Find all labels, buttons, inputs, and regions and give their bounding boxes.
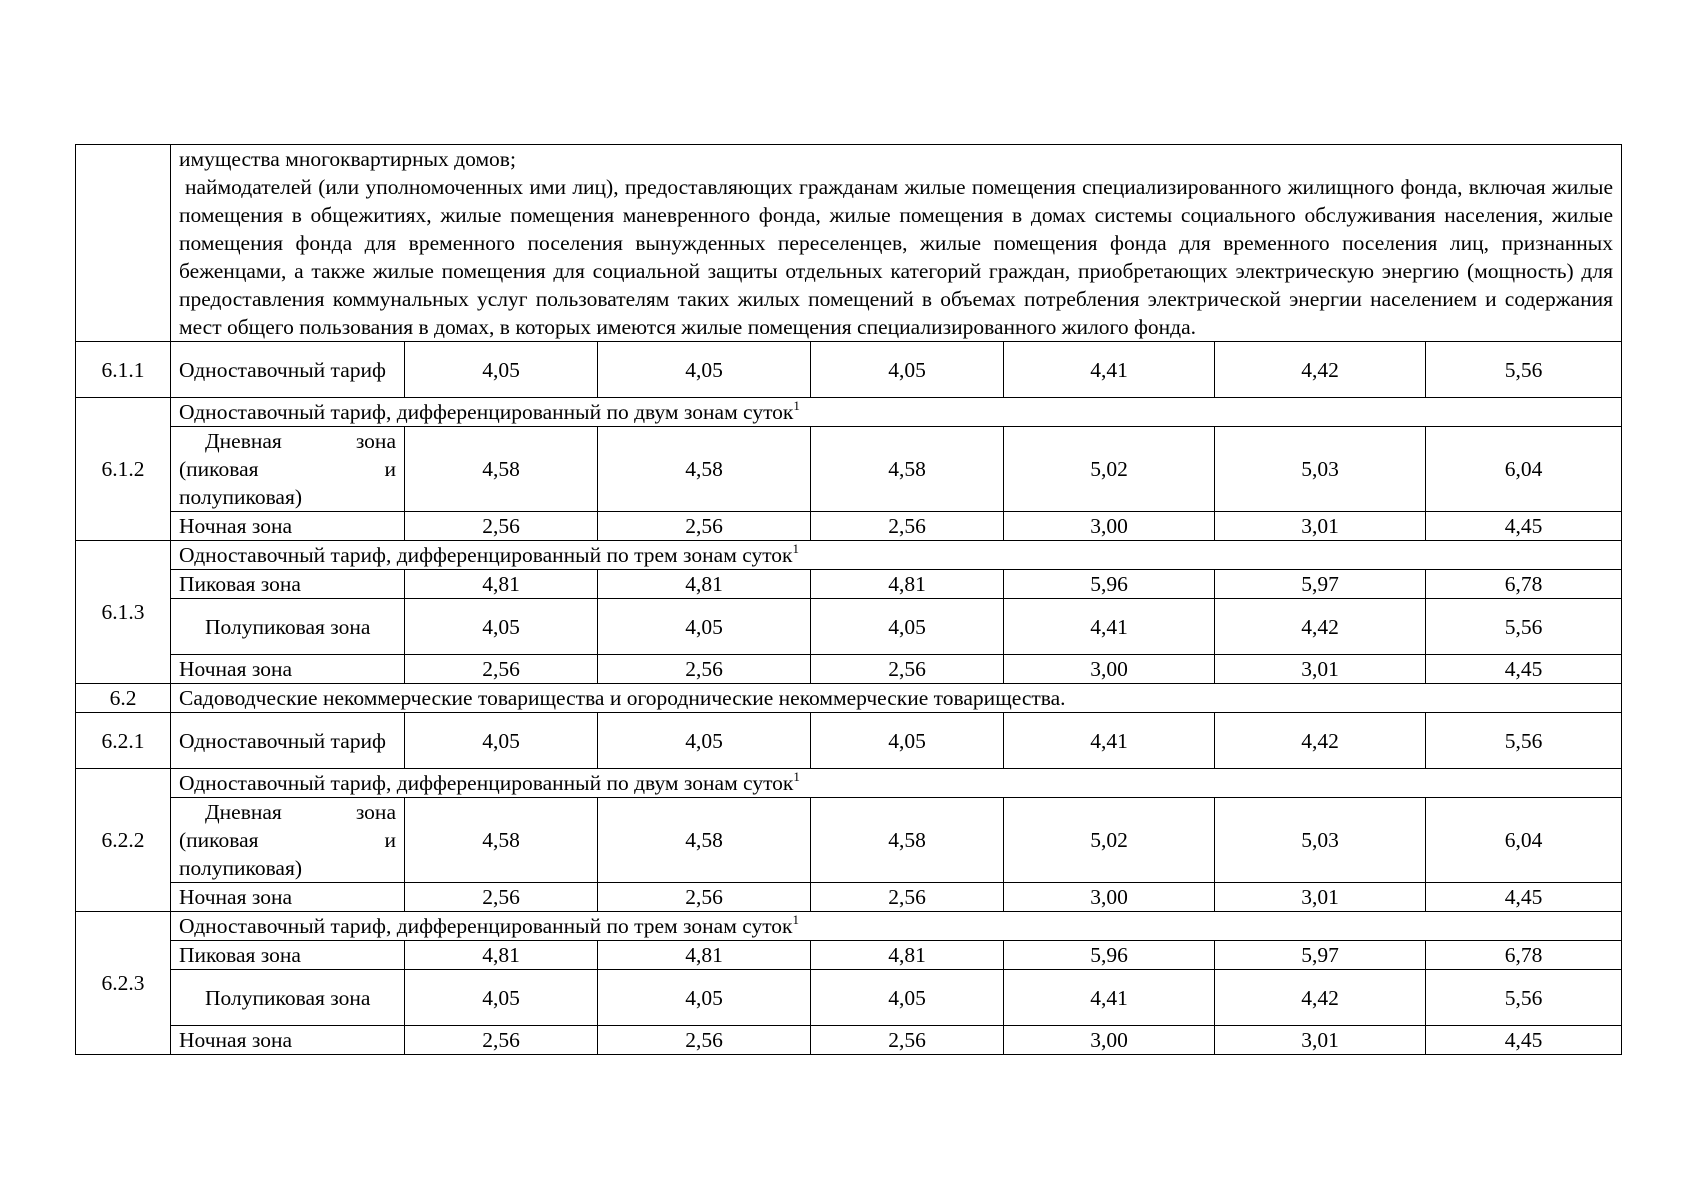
table-row xyxy=(76,713,1622,769)
group-heading-text: Одноставочный тариф, дифференцированный по трем зонам суток xyxy=(179,543,793,567)
value-cell: 2,56 xyxy=(598,512,811,541)
value-cell: 4,81 xyxy=(598,570,811,599)
group-heading xyxy=(171,912,1622,941)
value-cell: 2,56 xyxy=(811,512,1004,541)
table-row xyxy=(76,655,1622,684)
value-cell: 4,58 xyxy=(405,798,598,883)
intro-paragraph: наймодателей (или уполномоченных ими лиц), предоставляющих гражданам жилые помещения специализированного жилищного фонда, включая жилые помещения в общежитиях, жилые помещения маневренного фонда, жилые помещения в домах системы социального обслуживания населения, жилые помещения фонда для временного поселения вынужденных переселенцев, жилые помещения фонда для временного поселения лиц, признанных беженцами, а также жилые помещения для социальной защиты отдельных категорий граждан, приобретающих электрическую энергию (мощность) для предоставления коммунальных услуг пользователям таких жилых помещений в объемах потребления электрической энергии населением и содержания мест общего пользования в домах, в которых имеются жилые помещения специализированного жилого фонда. xyxy=(179,175,1613,339)
row-label-text: Полупиковая зона xyxy=(205,614,371,639)
value-cell: 2,56 xyxy=(405,1026,598,1055)
value-cell: 4,05 xyxy=(598,342,811,398)
table-row xyxy=(76,541,1622,570)
value-cell: 5,02 xyxy=(1004,798,1215,883)
value-cell: 4,42 xyxy=(1215,599,1426,655)
value-cell: 4,05 xyxy=(405,599,598,655)
value-cell: 2,56 xyxy=(405,512,598,541)
row-label: Пиковая зона xyxy=(171,570,405,599)
value-cell: 5,56 xyxy=(1426,713,1622,769)
value-cell: 4,05 xyxy=(598,713,811,769)
row-label xyxy=(171,798,405,883)
value-cell: 6,04 xyxy=(1426,427,1622,512)
value-cell: 3,00 xyxy=(1004,883,1215,912)
value-cell: 4,41 xyxy=(1004,599,1215,655)
value-cell: 4,81 xyxy=(811,570,1004,599)
row-label xyxy=(171,599,405,655)
value-cell: 6,04 xyxy=(1426,798,1622,883)
value-cell: 5,02 xyxy=(1004,427,1215,512)
value-cell: 2,56 xyxy=(598,655,811,684)
value-cell: 5,56 xyxy=(1426,599,1622,655)
footnote-mark: 1 xyxy=(793,398,800,413)
intro-line: имущества многоквартирных домов; xyxy=(179,147,516,171)
footnote-mark: 1 xyxy=(792,541,800,556)
value-cell: 4,05 xyxy=(405,713,598,769)
intro-text-cell xyxy=(171,145,1622,342)
value-cell: 4,45 xyxy=(1426,512,1622,541)
footnote-mark: 1 xyxy=(792,912,800,927)
value-cell: 5,96 xyxy=(1004,941,1215,970)
table-row xyxy=(76,570,1622,599)
group-heading xyxy=(171,541,1622,570)
value-cell: 4,05 xyxy=(405,342,598,398)
value-cell: 6,78 xyxy=(1426,941,1622,970)
row-number: 6.2.1 xyxy=(76,713,171,769)
group-heading-text: Одноставочный тариф, дифференцированный по двум зонам суток xyxy=(179,771,794,795)
table-row xyxy=(76,798,1622,883)
table-row xyxy=(76,684,1622,713)
row-label xyxy=(171,427,405,512)
value-cell: 4,05 xyxy=(598,599,811,655)
row-label-text: Дневная зона (пиковая и полупиковая) xyxy=(179,800,396,880)
value-cell: 2,56 xyxy=(811,1026,1004,1055)
value-cell: 3,01 xyxy=(1215,512,1426,541)
row-label: Одноставочный тариф xyxy=(171,342,405,398)
value-cell: 4,05 xyxy=(811,713,1004,769)
value-cell: 4,42 xyxy=(1215,342,1426,398)
value-cell: 6,78 xyxy=(1426,570,1622,599)
value-cell: 5,03 xyxy=(1215,427,1426,512)
group-heading-text: Одноставочный тариф, дифференцированный по трем зонам суток xyxy=(179,914,793,938)
group-heading xyxy=(171,769,1622,798)
value-cell: 4,05 xyxy=(811,599,1004,655)
value-cell: 4,45 xyxy=(1426,883,1622,912)
value-cell: 4,81 xyxy=(405,570,598,599)
table-row xyxy=(76,1026,1622,1055)
table-row xyxy=(76,342,1622,398)
row-number: 6.1.1 xyxy=(76,342,171,398)
row-label xyxy=(171,970,405,1026)
value-cell: 4,05 xyxy=(598,970,811,1026)
value-cell: 5,56 xyxy=(1426,970,1622,1026)
value-cell: 4,58 xyxy=(811,798,1004,883)
value-cell: 4,42 xyxy=(1215,713,1426,769)
row-number xyxy=(76,145,171,342)
footnote-mark: 1 xyxy=(793,769,800,784)
table-row xyxy=(76,427,1622,512)
value-cell: 4,41 xyxy=(1004,713,1215,769)
value-cell: 3,00 xyxy=(1004,1026,1215,1055)
table-row xyxy=(76,912,1622,941)
value-cell: 4,81 xyxy=(811,941,1004,970)
row-label-text: Дневная зона (пиковая и полупиковая) xyxy=(179,429,396,509)
value-cell: 4,58 xyxy=(598,798,811,883)
value-cell: 4,42 xyxy=(1215,970,1426,1026)
value-cell: 4,58 xyxy=(811,427,1004,512)
value-cell: 3,00 xyxy=(1004,655,1215,684)
table-row xyxy=(76,398,1622,427)
row-number: 6.2.2 xyxy=(76,769,171,912)
value-cell: 4,58 xyxy=(598,427,811,512)
group-heading xyxy=(171,398,1622,427)
document-page xyxy=(75,144,1621,1055)
value-cell: 4,58 xyxy=(405,427,598,512)
value-cell: 4,81 xyxy=(598,941,811,970)
table-row xyxy=(76,883,1622,912)
value-cell: 2,56 xyxy=(811,655,1004,684)
table-row xyxy=(76,599,1622,655)
row-label: Ночная зона xyxy=(171,883,405,912)
table-row xyxy=(76,512,1622,541)
value-cell: 5,03 xyxy=(1215,798,1426,883)
row-label-text: Полупиковая зона xyxy=(205,985,371,1010)
value-cell: 2,56 xyxy=(405,883,598,912)
row-label: Ночная зона xyxy=(171,1026,405,1055)
row-number: 6.1.3 xyxy=(76,541,171,684)
value-cell: 4,45 xyxy=(1426,1026,1622,1055)
row-label: Пиковая зона xyxy=(171,941,405,970)
table-row xyxy=(76,769,1622,798)
value-cell: 4,05 xyxy=(405,970,598,1026)
value-cell: 4,81 xyxy=(405,941,598,970)
value-cell: 3,01 xyxy=(1215,883,1426,912)
value-cell: 4,41 xyxy=(1004,342,1215,398)
value-cell: 3,01 xyxy=(1215,1026,1426,1055)
value-cell: 2,56 xyxy=(598,1026,811,1055)
value-cell: 2,56 xyxy=(811,883,1004,912)
value-cell: 3,01 xyxy=(1215,655,1426,684)
value-cell: 4,45 xyxy=(1426,655,1622,684)
section-heading: Садоводческие некоммерческие товарищества и огороднические некоммерческие товарищества. xyxy=(171,684,1622,713)
row-number: 6.1.2 xyxy=(76,398,171,541)
value-cell: 4,05 xyxy=(811,342,1004,398)
row-label: Одноставочный тариф xyxy=(171,713,405,769)
row-label: Ночная зона xyxy=(171,655,405,684)
group-heading-text: Одноставочный тариф, дифференцированный по двум зонам суток xyxy=(179,400,794,424)
value-cell: 5,56 xyxy=(1426,342,1622,398)
value-cell: 5,96 xyxy=(1004,570,1215,599)
value-cell: 5,97 xyxy=(1215,570,1426,599)
tariff-table xyxy=(75,144,1622,1055)
row-number: 6.2 xyxy=(76,684,171,713)
value-cell: 5,97 xyxy=(1215,941,1426,970)
row-number: 6.2.3 xyxy=(76,912,171,1055)
value-cell: 2,56 xyxy=(598,883,811,912)
value-cell: 2,56 xyxy=(405,655,598,684)
table-row xyxy=(76,941,1622,970)
table-row xyxy=(76,970,1622,1026)
row-label: Ночная зона xyxy=(171,512,405,541)
value-cell: 4,41 xyxy=(1004,970,1215,1026)
value-cell: 4,05 xyxy=(811,970,1004,1026)
intro-row xyxy=(76,145,1622,342)
value-cell: 3,00 xyxy=(1004,512,1215,541)
